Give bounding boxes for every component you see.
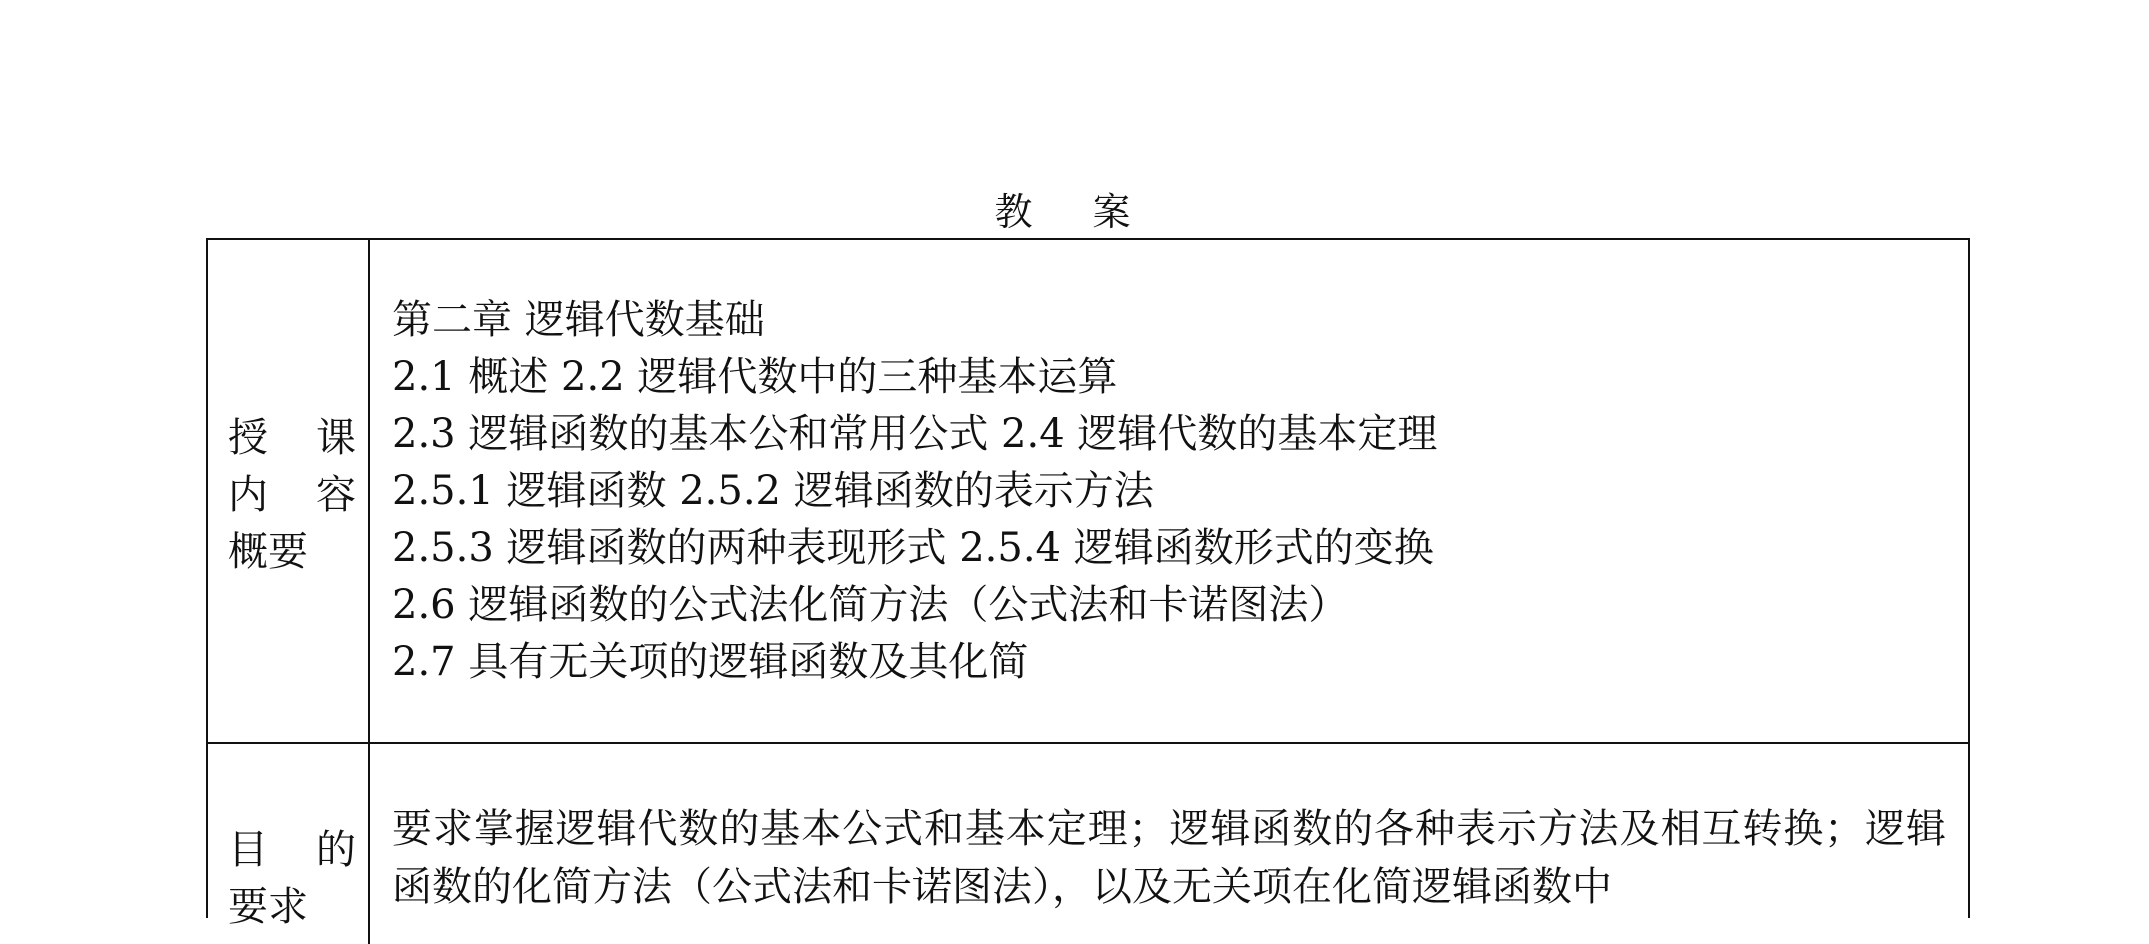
label-line: 概要	[228, 529, 308, 575]
summary-line: 2.5.1 逻辑函数 2.5.2 逻辑函数的表示方法	[392, 468, 1154, 514]
summary-line: 2.6 逻辑函数的公式法化简方法（公式法和卡诺图法）	[392, 582, 1349, 628]
lesson-plan-table	[206, 238, 1970, 930]
goals-label	[228, 822, 356, 936]
label-cell-course-summary	[208, 240, 370, 742]
summary-line: 2.1 概述 2.2 逻辑代数中的三种基本运算	[392, 354, 1118, 400]
label-char: 容	[316, 472, 356, 518]
goals-text: 要求掌握逻辑代数的基本公式和基本定理；逻辑函数的各种表示方法及相互转换；逻辑函数的化简方法（公式法和卡诺图法），以及无关项在化简逻辑函数中	[392, 806, 1946, 910]
summary-line: 2.5.3 逻辑函数的两种表现形式 2.5.4 逻辑函数形式的变换	[392, 525, 1434, 571]
summary-line: 2.7 具有无关项的逻辑函数及其化简	[392, 639, 1029, 685]
course-summary-label	[228, 410, 356, 581]
table-row-goals	[208, 744, 1968, 944]
label-line	[228, 467, 356, 524]
label-line	[228, 410, 356, 467]
content-cell-goals	[370, 744, 1968, 944]
label-char: 课	[316, 415, 356, 461]
label-line	[228, 822, 356, 879]
summary-line: 第二章 逻辑代数基础	[392, 297, 765, 343]
course-summary-text	[392, 292, 1437, 691]
label-char: 授	[228, 415, 268, 461]
table-row-course-summary	[208, 240, 1968, 744]
label-line: 要求	[228, 884, 308, 930]
content-cell-course-summary	[370, 240, 1968, 742]
label-cell-goals	[208, 744, 370, 944]
label-char: 目	[228, 827, 268, 873]
label-char: 的	[316, 827, 356, 873]
summary-line: 2.3 逻辑函数的基本公和常用公式 2.4 逻辑代数的基本定理	[392, 411, 1438, 457]
document-title: 教 案	[994, 190, 1155, 234]
label-char: 内	[228, 472, 268, 518]
